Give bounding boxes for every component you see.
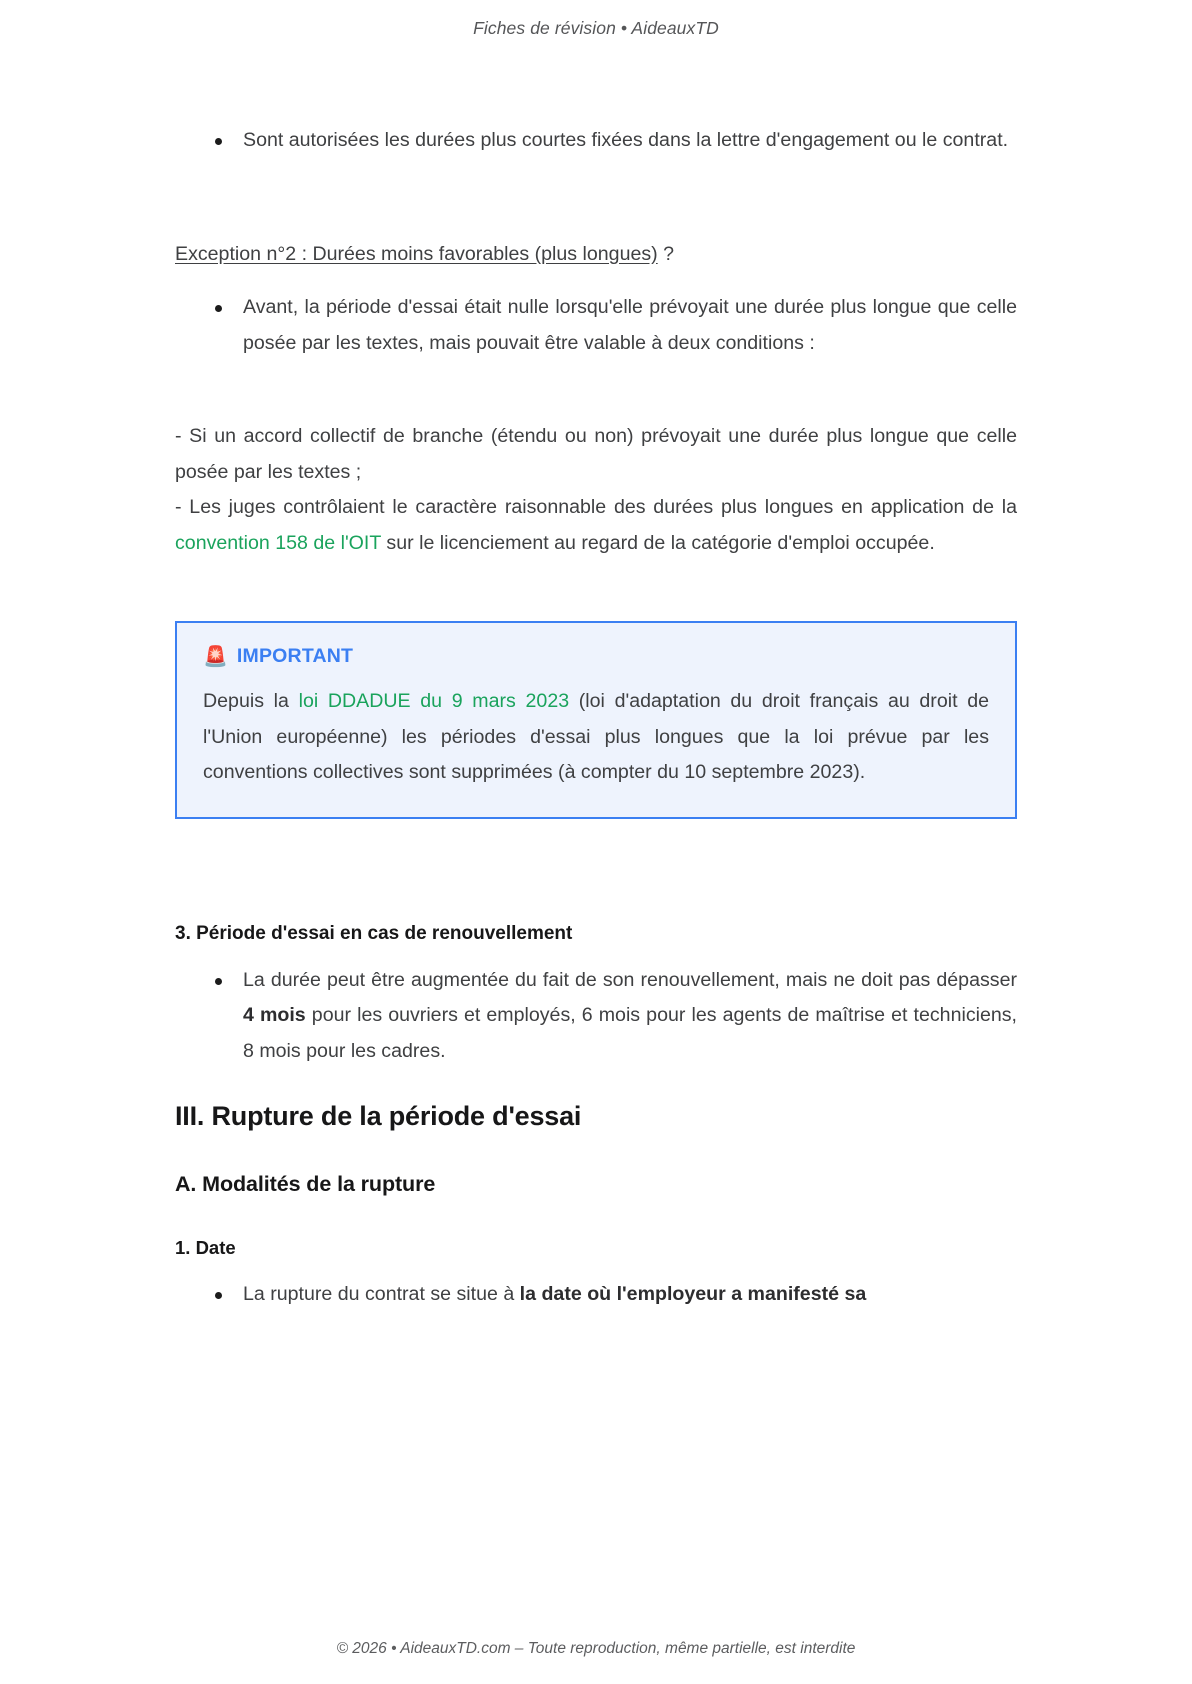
heading-subsection-1-date: 1. Date bbox=[175, 1237, 236, 1258]
spacer bbox=[175, 819, 1017, 891]
dash-2-after: sur le licenciement au regard de la catégorie d'emploi occupée. bbox=[380, 531, 935, 554]
spacer bbox=[175, 561, 1017, 621]
heading-section-3: 3. Période d'essai en cas de renouvellement bbox=[175, 922, 573, 944]
dash-2-before: - Les juges contrôlaient le caractère raisonnable des durées plus longues en application de la bbox=[175, 496, 1017, 518]
list-item bbox=[175, 963, 1017, 1070]
callout-title: IMPORTANT bbox=[236, 645, 354, 667]
exception-heading-suffix: ? bbox=[657, 242, 675, 265]
convention-158-link[interactable]: convention 158 de l'OIT bbox=[175, 531, 381, 554]
document-content bbox=[175, 39, 1017, 1640]
bullet-list-top bbox=[175, 123, 1017, 159]
bullet-list-rupture bbox=[175, 1277, 1017, 1313]
spacer bbox=[175, 1075, 1017, 1101]
spacer bbox=[175, 945, 1017, 963]
spacer bbox=[175, 165, 1017, 237]
bullet-text-after-bold: pour les ouvriers et employés, 6 mois pour les agents de maîtrise et techniciens, 8 mois pour les cadres. bbox=[243, 1004, 1018, 1062]
bullet-list-avant bbox=[175, 290, 1017, 361]
exception-heading bbox=[175, 237, 1017, 273]
loi-ddadue-link[interactable]: loi DDADUE du 9 mars 2023 bbox=[298, 690, 570, 712]
callout-body bbox=[203, 684, 989, 791]
bullet-bold-date: la date où l'employeur a manifesté sa bbox=[519, 1283, 867, 1305]
dash-paragraph-2 bbox=[175, 490, 1017, 561]
important-callout bbox=[175, 621, 1017, 819]
spacer bbox=[175, 272, 1017, 290]
running-footer: © 2026 • AideauxTD.com – Toute reproduction, même partielle, est interdite bbox=[336, 1640, 856, 1657]
callout-header bbox=[203, 645, 989, 668]
list-item bbox=[175, 123, 1017, 159]
list-item bbox=[175, 290, 1017, 361]
callout-after: (loi d'adaptation du droit français au droit de l'Union européenne) les périodes d'essai plus longues que la loi prévue par les conventions collectives sont supprimées (à compter du 10 septembre 2023). bbox=[203, 690, 989, 783]
heading-subsection-A: A. Modalités de la rupture bbox=[175, 1172, 436, 1196]
exception-heading-underlined: Exception n°2 : Durées moins favorables (plus longues) bbox=[175, 242, 658, 265]
list-item bbox=[175, 1277, 1017, 1313]
heading-section-III: III. Rupture de la période d'essai bbox=[175, 1101, 582, 1131]
police-car-light-icon: 🚨 bbox=[203, 645, 228, 668]
bullet-bold-duration: 4 mois bbox=[243, 1004, 306, 1026]
running-header: Fiches de révision • AideauxTD bbox=[473, 18, 719, 38]
spacer bbox=[175, 1132, 1017, 1172]
bullet-text: Sont autorisées les durées plus courtes fixées dans la lettre d'engagement ou le contrat. bbox=[243, 129, 1009, 151]
spacer bbox=[175, 891, 1017, 923]
bullet-text: Avant, la période d'essai était nulle lorsqu'elle prévoyait une durée plus longue que celle posée par les textes, mais pouvait être valable à deux conditions : bbox=[243, 296, 1017, 354]
spacer bbox=[175, 1259, 1017, 1277]
callout-before: Depuis la bbox=[203, 690, 299, 712]
bullet-text-before-bold: La rupture du contrat se situe à bbox=[243, 1283, 520, 1305]
bullet-list-section-3 bbox=[175, 963, 1017, 1070]
spacer bbox=[175, 367, 1017, 419]
spacer bbox=[175, 1197, 1017, 1237]
dash-paragraph-1: - Si un accord collectif de branche (étendu ou non) prévoyait une durée plus longue que celle posée par les textes ; bbox=[175, 425, 1017, 483]
bullet-text-before-bold: La durée peut être augmentée du fait de son renouvellement, mais ne doit pas dépasser bbox=[243, 968, 1017, 991]
